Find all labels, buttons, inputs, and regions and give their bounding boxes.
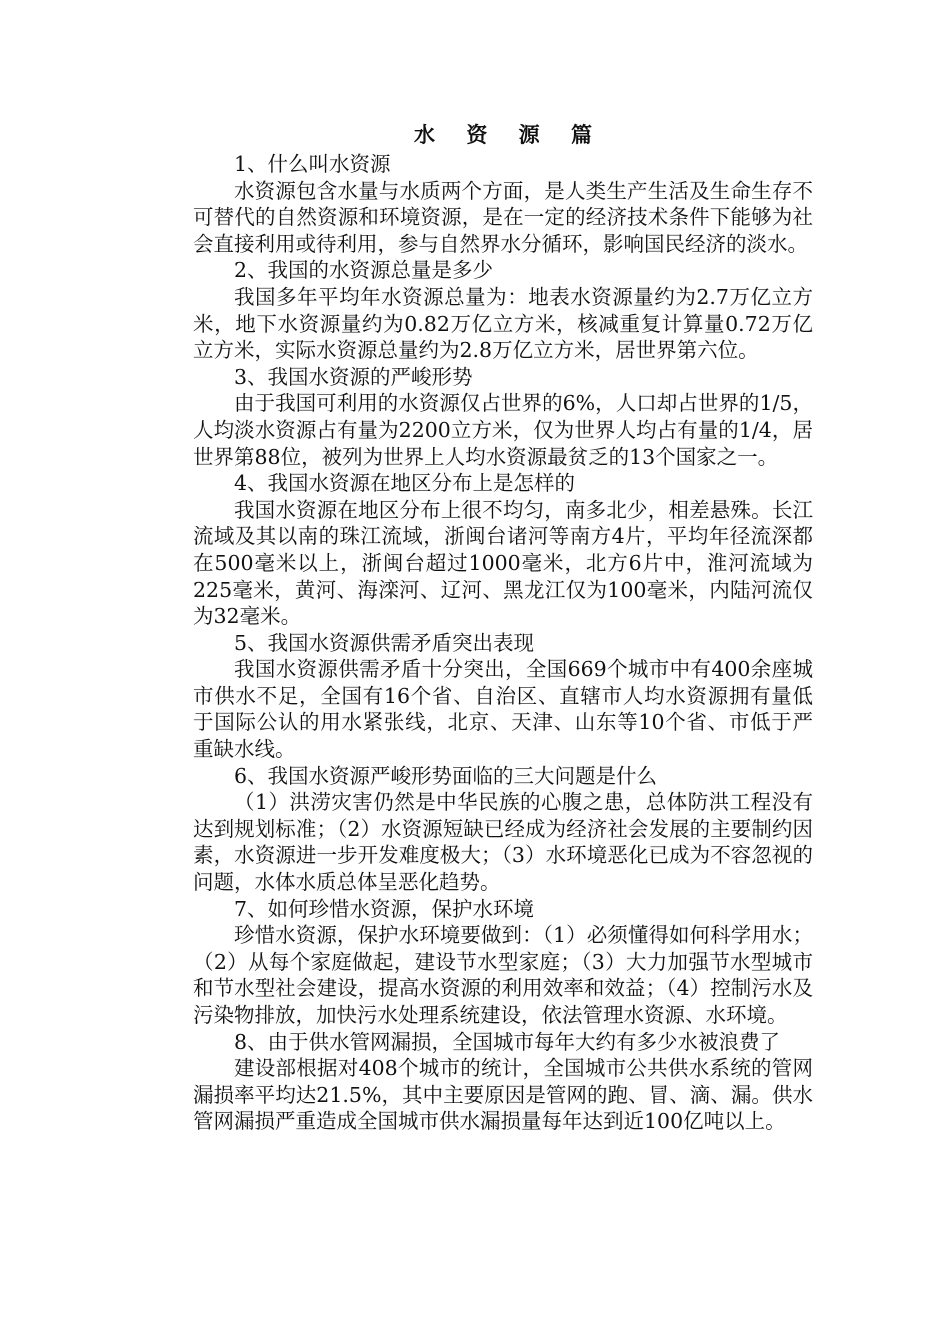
section-1 bbox=[193, 151, 813, 257]
section-answer: 由于我国可利用的水资源仅占世界的6%，人口却占世界的1/5，人均淡水资源占有量为2200立方米，仅为世界人均占有量的1/4，居世界第88位，被列为世界上人均水资源最贫乏的13个国家之一。 bbox=[193, 391, 813, 469]
section-answer: 珍惜水资源，保护水环境要做到：（1）必须懂得如何科学用水；（2）从每个家庭做起，建设节水型家庭；（3）大力加强节水型城市和节水型社会建设，提高水资源的利用效率和效益；（4）控制污水及污染物排放，加快污水处理系统建设，依法管理水资源、水环境。 bbox=[193, 923, 813, 1027]
section-2 bbox=[193, 257, 813, 363]
section-4 bbox=[193, 470, 813, 630]
section-answer: 我国多年平均年水资源总量为：地表水资源量约为2.7万亿立方米，地下水资源量约为0.82万亿立方米，核减重复计算量0.72万亿立方米，实际水资源总量约为2.8万亿立方米，居世界第六位。 bbox=[193, 284, 813, 363]
section-question: 4、我国水资源在地区分布上是怎样的 bbox=[234, 471, 576, 496]
section-question: 7、如何珍惜水资源，保护水环境 bbox=[234, 896, 535, 921]
section-question: 8、由于供水管网漏损，全国城市每年大约有多少水被浪费了 bbox=[234, 1029, 781, 1054]
section-7 bbox=[193, 896, 813, 1029]
section-question: 6、我国水资源严峻形势面临的三大问题是什么 bbox=[234, 763, 658, 788]
section-5 bbox=[193, 630, 813, 763]
section-answer: 我国水资源供需矛盾十分突出，全国669个城市中有400余座城市供水不足，全国有16个省、自治区、直辖市人均水资源拥有量低于国际公认的用水紧张线，北京、天津、山东等10个省、市低于严重缺水线。 bbox=[193, 657, 813, 762]
section-question: 1、什么叫水资源 bbox=[234, 152, 391, 176]
document-title: 水 资 源 篇 bbox=[414, 122, 604, 147]
section-answer: 建设部根据对408个城市的统计，全国城市公共供水系统的管网漏损率平均达21.5%，其中主要原因是管网的跑、冒、滴、漏。供水管网漏损严重造成全国城市供水漏损量每年达到近100亿吨以上。 bbox=[193, 1056, 813, 1134]
section-answer: （1）洪涝灾害仍然是中华民族的心腹之患，总体防洪工程没有达到规划标准；（2）水资源短缺已经成为经济社会发展的主要制约因素，水资源进一步开发难度极大；（3）水环境恶化已成为不容忽视的问题，水体水质总体呈恶化趋势。 bbox=[193, 790, 813, 895]
section-8 bbox=[193, 1029, 813, 1135]
section-3 bbox=[193, 364, 813, 470]
section-question: 2、我国的水资源总量是多少 bbox=[234, 258, 494, 283]
section-answer: 水资源包含水量与水质两个方面，是人类生产生活及生命生存不可替代的自然资源和环境资源，是在一定的经济技术条件下能够为社会直接利用或待利用，参与自然界水分循环，影响国民经济的淡水。 bbox=[193, 178, 813, 256]
section-6 bbox=[193, 763, 813, 896]
section-answer: 我国水资源在地区分布上很不均匀，南多北少，相差悬殊。长江流域及其以南的珠江流域，浙闽台诸河等南方4片，平均年径流深都在500毫米以上，浙闽台超过1000毫米，北方6片中，淮河流域为225毫米，黄河、海滦河、辽河、黑龙江仅为100毫米，内陆河流仅为32毫米。 bbox=[193, 497, 813, 629]
document-page bbox=[193, 120, 813, 1135]
section-question: 3、我国水资源的严峻形势 bbox=[234, 364, 473, 389]
section-question: 5、我国水资源供需矛盾突出表现 bbox=[234, 630, 535, 655]
